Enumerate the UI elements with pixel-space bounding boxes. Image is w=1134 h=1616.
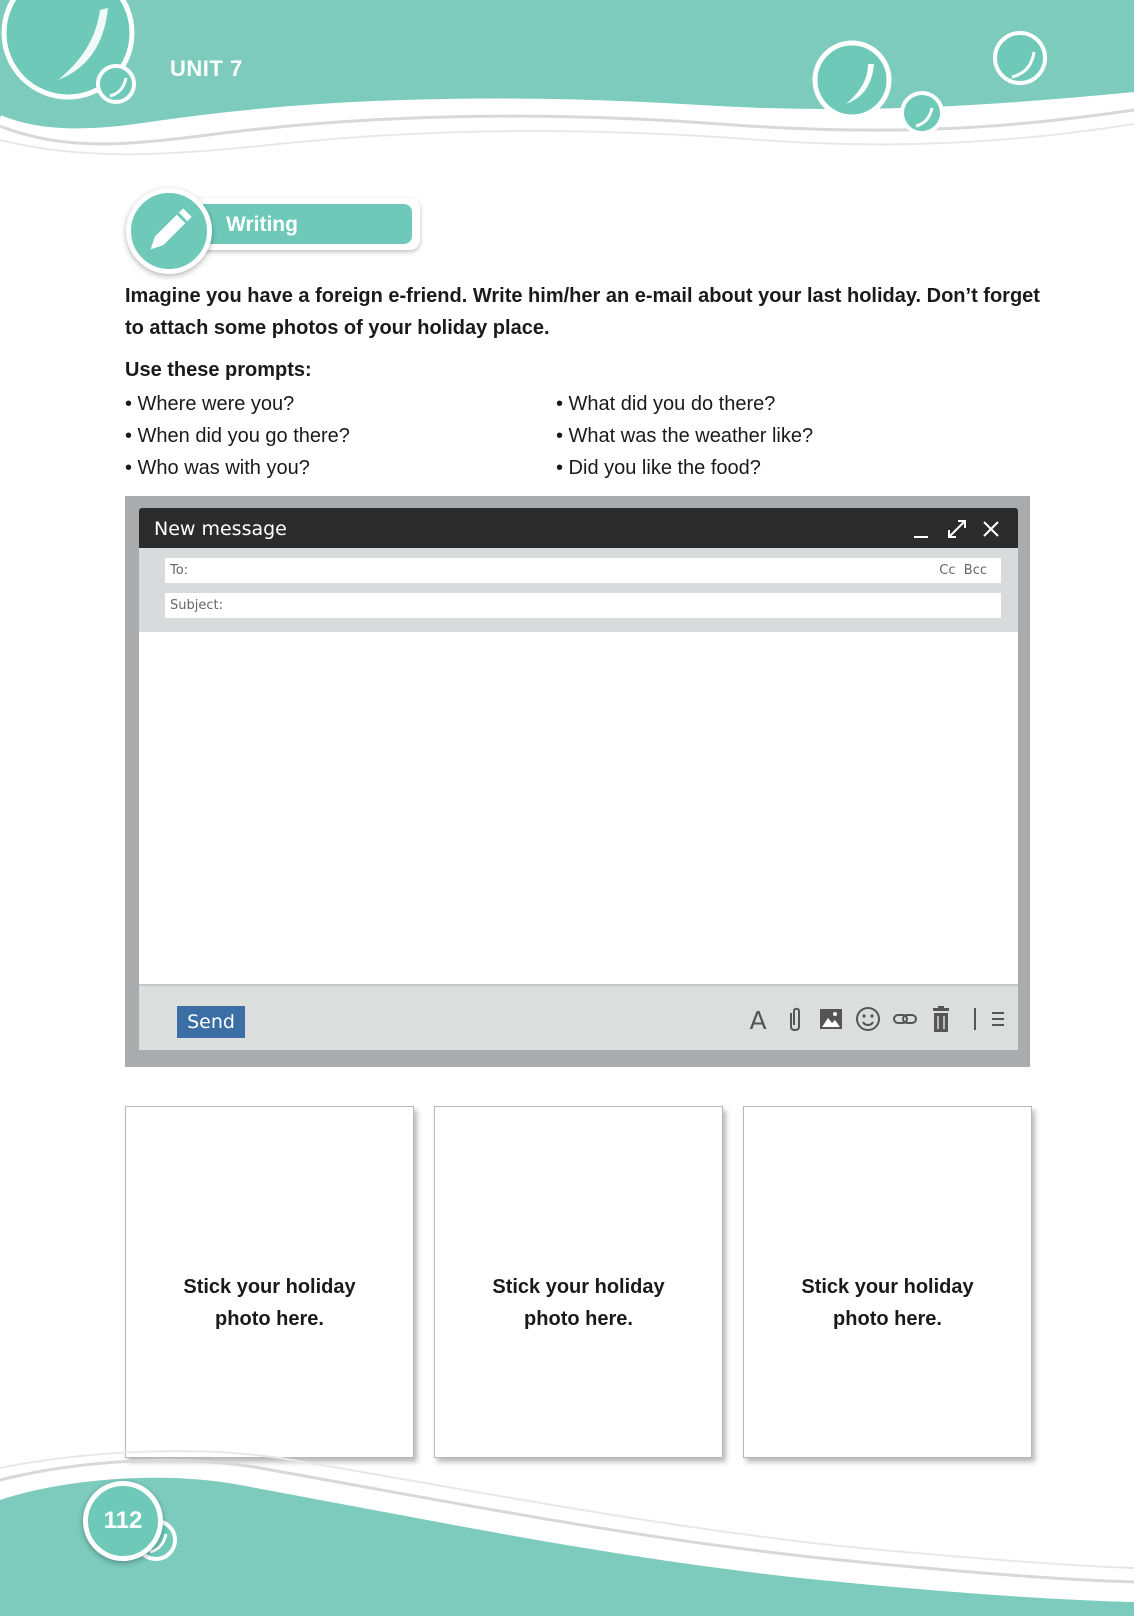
send-button[interactable]: Send — [177, 1006, 245, 1038]
email-toolbar — [139, 986, 1018, 1050]
photo-caption-line: photo here. — [833, 1308, 942, 1330]
emoji-icon[interactable] — [854, 1004, 882, 1034]
prompt-item: • What was the weather like? — [556, 425, 814, 447]
close-icon[interactable] — [979, 517, 1003, 541]
text-format-icon[interactable] — [744, 1004, 772, 1034]
trash-icon[interactable] — [927, 1004, 955, 1034]
photo-caption-line: Stick your holiday — [183, 1276, 356, 1298]
minimize-icon[interactable] — [910, 517, 934, 541]
footer-decoration — [0, 1440, 1134, 1616]
prompts-right-column — [556, 388, 813, 484]
prompts-title: Use these prompts: — [125, 359, 312, 381]
section-badge — [188, 198, 420, 250]
prompts-left-column — [125, 388, 350, 484]
image-icon[interactable] — [817, 1004, 845, 1034]
svg-text:A: A — [749, 1006, 767, 1034]
prompt-item: • When did you go there? — [125, 425, 350, 447]
email-title-bar — [139, 508, 1018, 548]
header-decoration — [0, 0, 1134, 170]
photo-caption-line: photo here. — [215, 1308, 324, 1330]
attachment-icon[interactable] — [781, 1004, 809, 1034]
photo-placeholder — [125, 1106, 414, 1458]
subject-label: Subject: — [170, 598, 223, 613]
photo-caption-line: Stick your holiday — [492, 1276, 665, 1298]
window-title: New message — [154, 518, 287, 540]
unit-label: UNIT 7 — [170, 56, 243, 81]
email-body-textarea[interactable] — [139, 632, 1018, 986]
prompt-item: • Did you like the food? — [556, 457, 761, 479]
page-number: 112 — [83, 1481, 163, 1561]
photo-placeholder — [434, 1106, 723, 1458]
to-field[interactable] — [165, 558, 1001, 583]
expand-icon[interactable] — [945, 517, 969, 541]
to-label: To: — [170, 563, 189, 578]
email-header-fields — [139, 548, 1018, 632]
photo-placeholder — [743, 1106, 1032, 1458]
prompt-item: • What did you do there? — [556, 393, 776, 415]
prompt-item: • Where were you? — [125, 393, 295, 415]
cc-bcc-links[interactable]: Cc Bcc — [939, 563, 987, 578]
section-title: Writing — [226, 213, 298, 236]
photo-caption-line: Stick your holiday — [801, 1276, 974, 1298]
photo-caption-line: photo here. — [524, 1308, 633, 1330]
link-icon[interactable] — [891, 1004, 919, 1034]
more-options-icon[interactable] — [984, 1004, 1012, 1034]
subject-field[interactable] — [165, 593, 1001, 618]
prompt-item: • Who was with you? — [125, 457, 310, 479]
instructions-text: Imagine you have a foreign e-friend. Write him/her an e-mail about your last holiday. Don’t forget to attach some photos of your holiday place. — [125, 285, 1040, 339]
pencil-icon — [126, 188, 212, 274]
